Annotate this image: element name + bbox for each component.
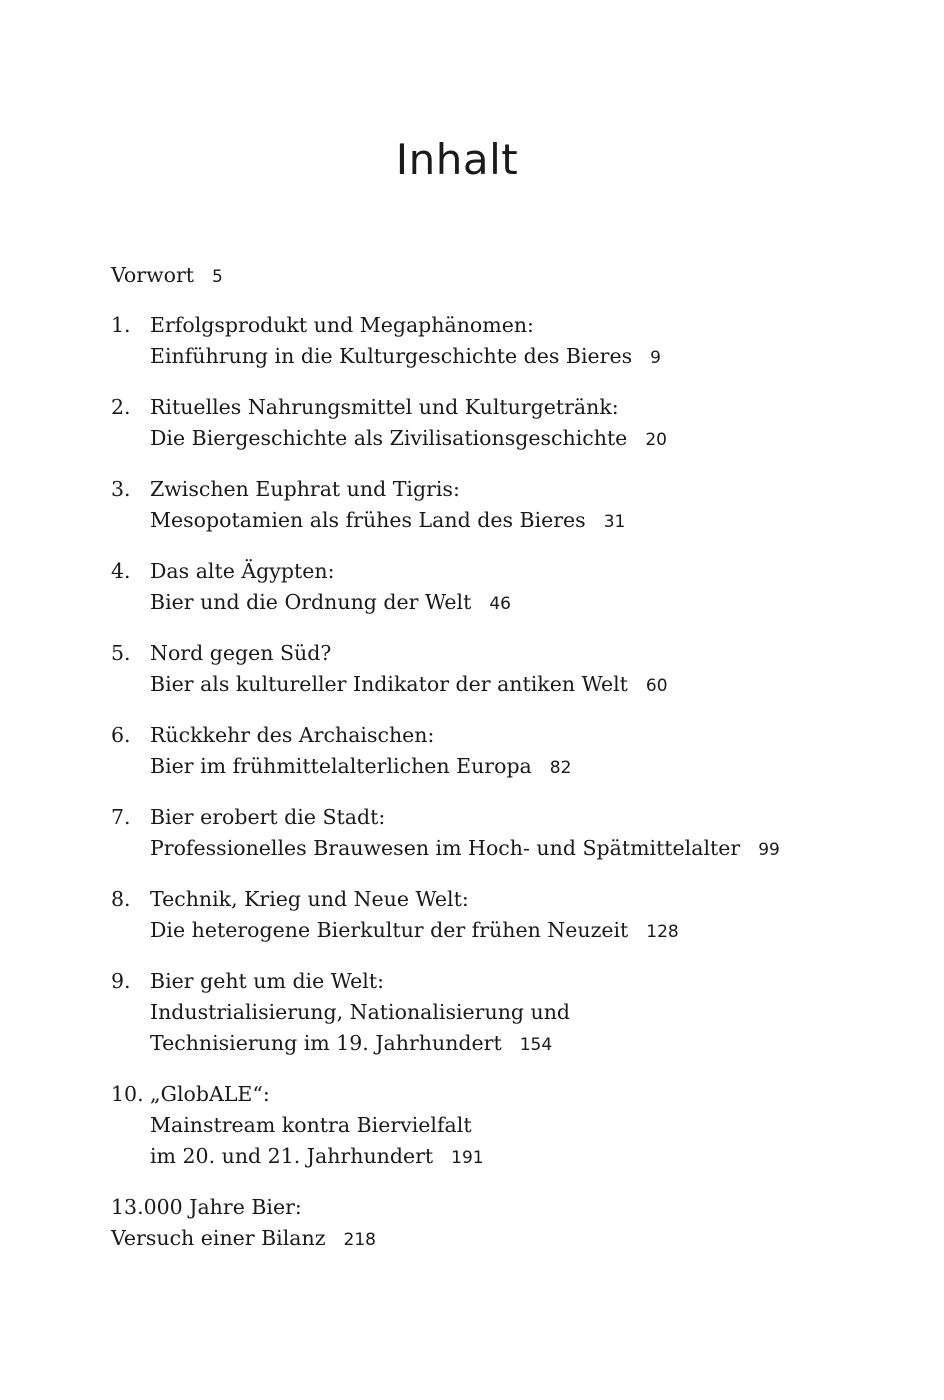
toc-entry-chapter-4 (111, 556, 891, 620)
toc-entry-line: Versuch einer Bilanz 218 (111, 1226, 376, 1250)
chapter-number: 8. (111, 887, 131, 911)
chapter-number: 10. (111, 1082, 144, 1106)
toc-entry-line: Rückkehr des Archaischen: (150, 723, 435, 747)
toc-entry-chapter-1 (111, 310, 891, 374)
toc-page-number: 191 (451, 1148, 484, 1168)
toc-entry-line: Bier und die Ordnung der Welt 46 (150, 590, 511, 614)
toc-page-number: 218 (343, 1230, 376, 1250)
toc-page-number: 5 (212, 267, 223, 287)
toc-entry-line: Technik, Krieg und Neue Welt: (150, 887, 469, 911)
toc-entry-line: Die heterogene Bierkultur der frühen Neuzeit 128 (150, 918, 679, 942)
toc-entry-chapter-3 (111, 474, 891, 538)
toc-page-number: 31 (603, 512, 626, 532)
toc-page-number: 128 (646, 922, 679, 942)
toc-entry-line: Rituelles Nahrungsmittel und Kulturgetränk: (150, 395, 619, 419)
toc-entry-chapter-9 (111, 966, 891, 1061)
toc-entry-vorwort (111, 260, 891, 293)
toc-page-number: 60 (645, 676, 668, 696)
toc-page-number: 20 (645, 430, 667, 450)
toc-entry-line: Industrialisierung, Nationalisierung und (150, 1000, 571, 1024)
toc-entry-chapter-10 (111, 1079, 891, 1174)
toc-entry-line: Nord gegen Süd? (150, 641, 332, 665)
toc-entry-chapter-7 (111, 802, 891, 866)
page-title: Inhalt (395, 135, 519, 184)
table-of-contents (111, 260, 891, 1256)
chapter-number: 3. (111, 477, 131, 501)
toc-entry-chapter-5 (111, 638, 891, 702)
toc-entry-chapter-8 (111, 884, 891, 948)
toc-entry-line: Bier im frühmittelalterlichen Europa 82 (150, 754, 572, 778)
toc-entry-line: im 20. und 21. Jahrhundert 191 (150, 1144, 484, 1168)
toc-entry-chapter-2 (111, 392, 891, 456)
toc-page-number: 82 (549, 758, 572, 778)
toc-entry-epilogue (111, 1192, 891, 1256)
toc-entry-line: Einführung in die Kulturgeschichte des Bieres 9 (150, 344, 661, 368)
toc-page-number: 46 (489, 594, 511, 614)
toc-entry-line: Das alte Ägypten: (150, 559, 335, 583)
chapter-number: 4. (111, 559, 131, 583)
toc-entry-line: Bier geht um die Welt: (150, 969, 384, 993)
chapter-number: 9. (111, 969, 131, 993)
chapter-number: 1. (111, 313, 131, 337)
toc-entry-line: Technisierung im 19. Jahrhundert 154 (150, 1031, 553, 1055)
toc-entry-line: Mesopotamien als frühes Land des Bieres 31 (150, 508, 626, 532)
chapter-number: 7. (111, 805, 131, 829)
toc-entry-line: Zwischen Euphrat und Tigris: (150, 477, 460, 501)
toc-entry-line: Die Biergeschichte als Zivilisationsgeschichte 20 (150, 426, 667, 450)
toc-entry-line: Bier als kultureller Indikator der antiken Welt 60 (150, 672, 668, 696)
toc-entry-line: Bier erobert die Stadt: (150, 805, 386, 829)
toc-entry-line: Professionelles Brauwesen im Hoch- und Spätmittelalter 99 (150, 836, 780, 860)
chapter-number: 6. (111, 723, 131, 747)
toc-entry-line: Erfolgsprodukt und Megaphänomen: (150, 313, 534, 337)
toc-page-number: 154 (519, 1035, 553, 1055)
toc-page-number: 9 (650, 348, 661, 368)
toc-entry-line: Mainstream kontra Biervielfalt (150, 1113, 472, 1137)
toc-entry-chapter-6 (111, 720, 891, 784)
toc-entry-line: „GlobALE“: (150, 1082, 270, 1106)
chapter-number: 2. (111, 395, 131, 419)
toc-entry-line: 13.000 Jahre Bier: (111, 1195, 302, 1219)
toc-page-number: 99 (758, 840, 780, 860)
chapter-number: 5. (111, 641, 131, 665)
toc-entry-line: Vorwort 5 (111, 263, 223, 287)
